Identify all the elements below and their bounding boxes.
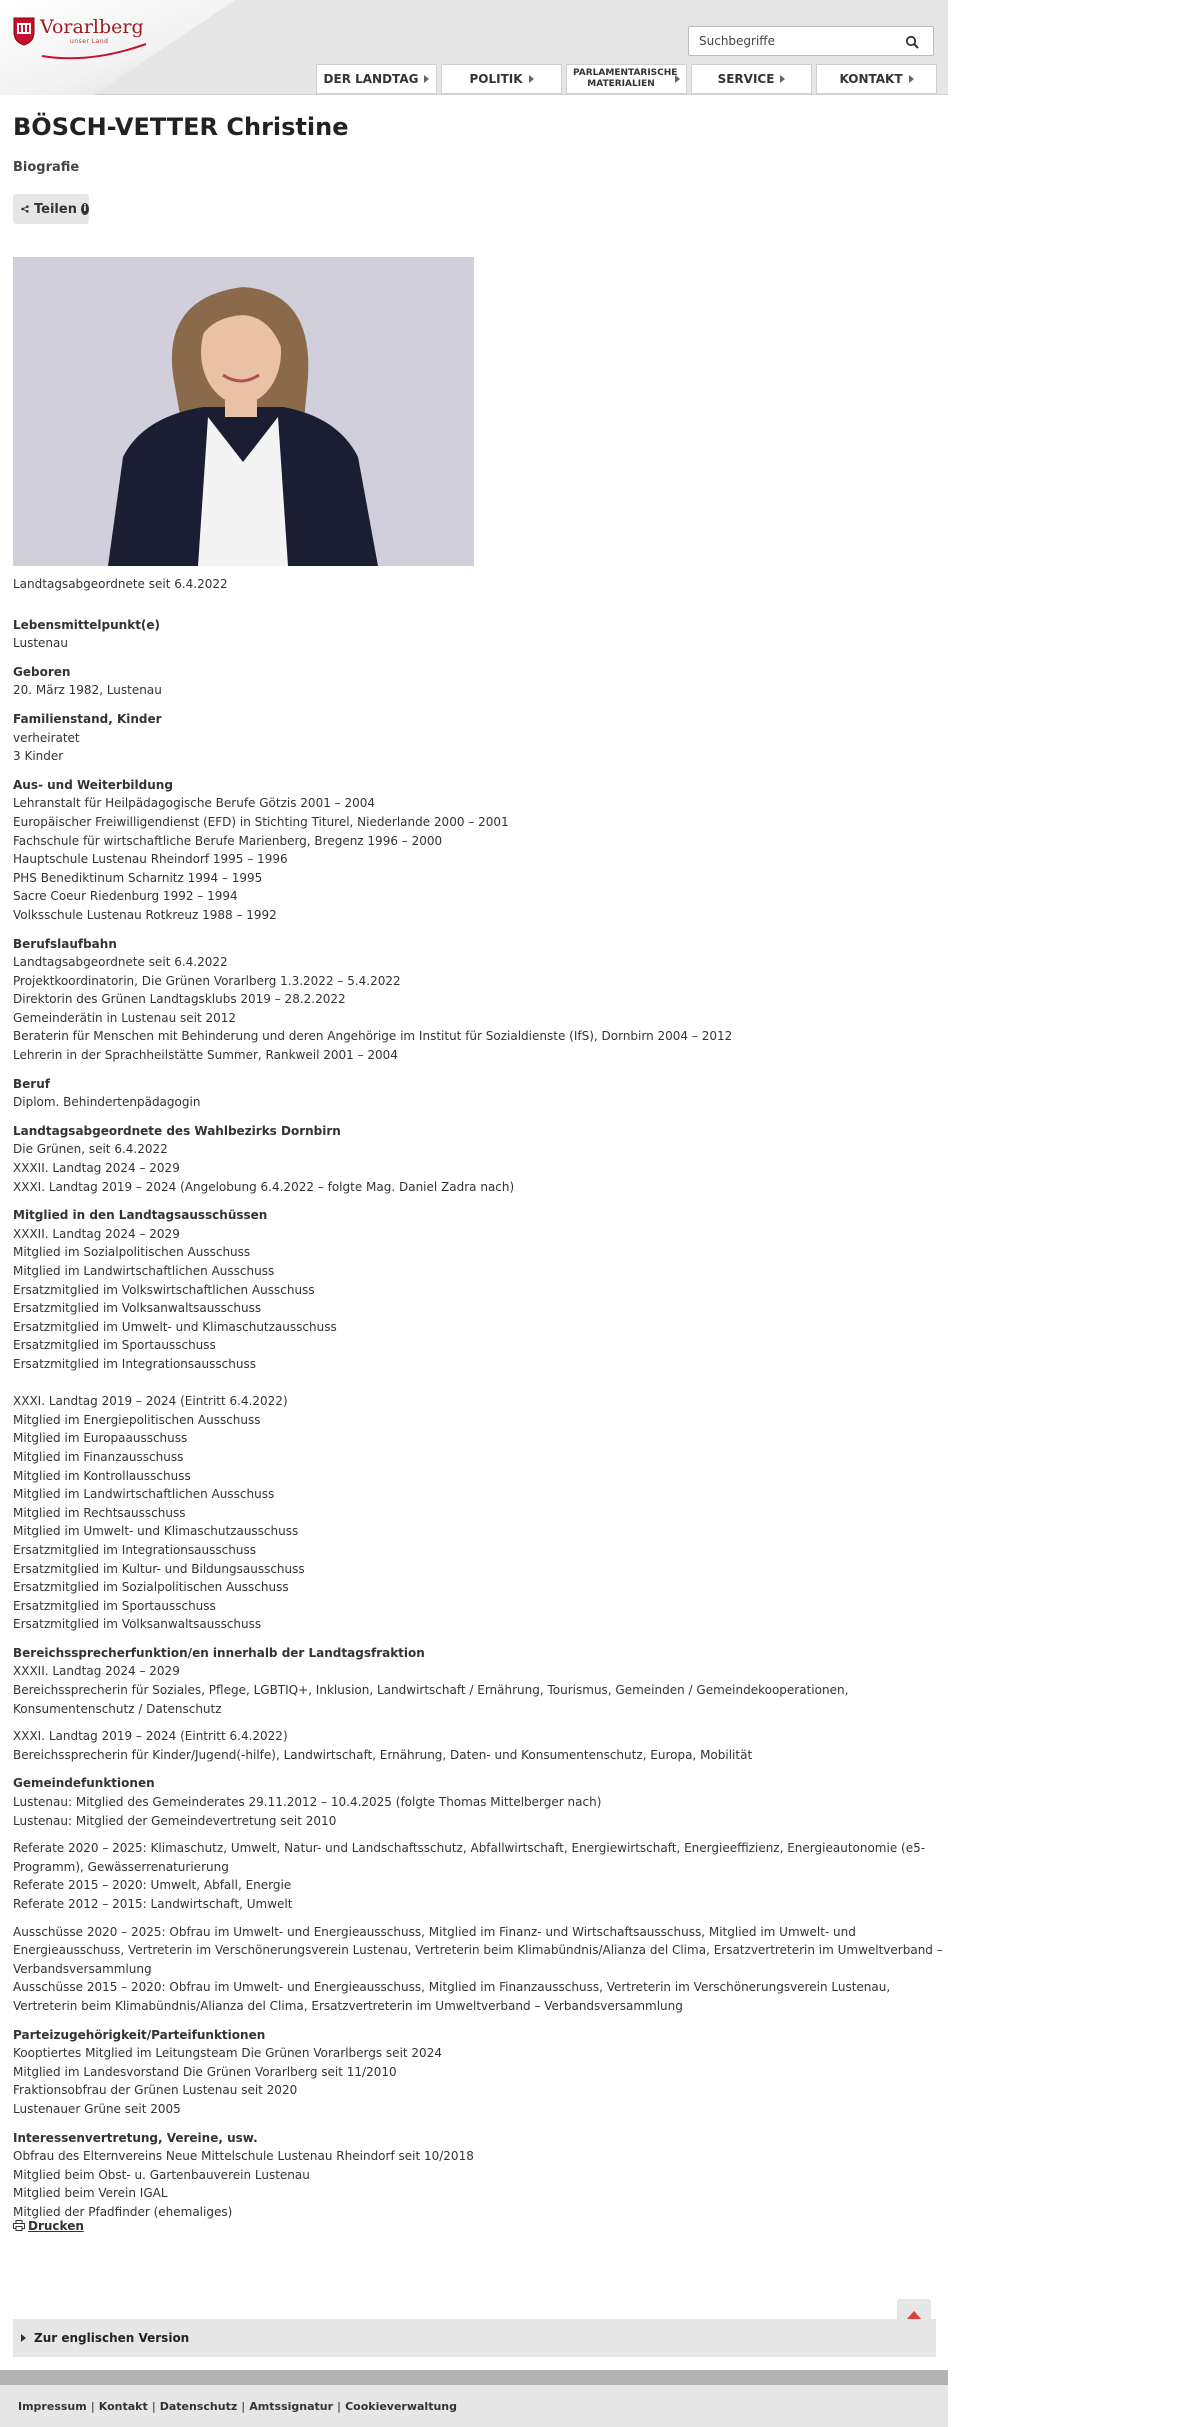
bio-line: Mitglied im Kontrollausschuss: [13, 1468, 191, 1483]
section-heading: Interessenvertretung, Vereine, usw.: [13, 2130, 258, 2145]
section-heading: Lebensmittelpunkt(e): [13, 617, 161, 632]
bio-line: Sacre Coeur Riedenburg 1992 – 1994: [13, 889, 238, 904]
bio-line: Kooptiertes Mitglied im Leitungsteam Die Grünen Vorarlbergs seit 2024: [13, 2046, 442, 2061]
bio-line: XXXII. Landtag 2024 – 2029: [13, 1664, 180, 1679]
coat-of-arms-icon: [12, 16, 36, 46]
english-version-link[interactable]: Zur englischen Version: [13, 2319, 936, 2357]
bio-line: XXXI. Landtag 2019 – 2024 (Eintritt 6.4.2022): [13, 1394, 288, 1409]
section-heading: Beruf: [13, 1076, 50, 1091]
vorarlberg-logo[interactable]: [12, 14, 142, 54]
print-link[interactable]: Drucken: [13, 2219, 84, 2233]
bio-line: Lustenau: Mitglied des Gemeinderates 29.11.2012 – 10.4.2025 (folgte Thomas Mittelberger nach): [13, 1795, 602, 1810]
printer-icon: [13, 2220, 25, 2231]
bio-line: Mitglied beim Verein IGAL: [13, 2186, 168, 2201]
bio-line: Obfrau des Elternvereins Neue Mittelschule Lustenau Rheindorf seit 10/2018: [13, 2149, 474, 2164]
chevron-right-icon: [909, 75, 914, 83]
share-label: Teilen: [34, 201, 77, 217]
bio-line: Ersatzmitglied im Integrationsausschuss: [13, 1356, 256, 1371]
info-icon: i: [81, 203, 89, 215]
search-placeholder: Suchbegriffe: [699, 34, 775, 48]
share-icon: [21, 203, 29, 215]
bio-line: XXXI. Landtag 2019 – 2024 (Angelobung 6.4.2022 – folgte Mag. Daniel Zadra nach): [13, 1179, 515, 1194]
bio-line: Lustenauer Grüne seit 2005: [13, 2101, 181, 2116]
section-heading: Geboren: [13, 664, 71, 679]
bio-line: Referate 2020 – 2025: Klimaschutz, Umwelt, Natur- und Landschaftsschutz, Abfallwirtschaft, Energiewirtschaft, Energieeffizienz, Energieautonomie (e5-Programm), Gewässerrenaturierung: [13, 1841, 926, 1874]
logo-subtext: unser Land: [70, 38, 109, 45]
bio-line: Mitglied der Pfadfinder (ehemaliges): [13, 2204, 233, 2219]
bio-line: Bereichssprecherin für Soziales, Pflege, LGBTIQ+, Inklusion, Landwirtschaft / Ernährung, Tourismus, Gemeinden / Gemeindekooperationen, Konsumentenschutz / Datenschutz: [13, 1683, 849, 1716]
bio-line: Mitglied im Energiepolitischen Ausschuss: [13, 1412, 261, 1427]
bio-line: Direktorin des Grünen Landtagsklubs 2019 – 28.2.2022: [13, 992, 346, 1007]
bio-line: verheiratet: [13, 730, 80, 745]
bio-line: Ersatzmitglied im Umwelt- und Klimaschutzausschuss: [13, 1319, 337, 1334]
search-icon[interactable]: [905, 35, 919, 49]
bio-line: Europäischer Freiwilligendienst (EFD) in Stichting Titurel, Niederlande 2000 – 2001: [13, 814, 509, 829]
section-heading: Parteizugehörigkeit/Parteifunktionen: [13, 2027, 266, 2042]
section-heading: Aus- und Weiterbildung: [13, 777, 173, 792]
bio-line: Ersatzmitglied im Volksanwaltsausschuss: [13, 1301, 262, 1316]
bio-line: Lustenau: [13, 636, 68, 651]
nav-kontakt[interactable]: KONTAKT: [816, 64, 937, 94]
portrait-illustration: [13, 257, 474, 566]
page-subtitle: Biografie: [13, 160, 80, 175]
bio-line: Mitglied im Sozialpolitischen Ausschuss: [13, 1245, 251, 1260]
section-heading: Mitglied in den Landtagsausschüssen: [13, 1208, 268, 1223]
bio-line: Gemeinderätin in Lustenau seit 2012: [13, 1010, 237, 1025]
nav-service[interactable]: SERVICE: [691, 64, 812, 94]
bio-line: Ausschüsse 2015 – 2020: Obfrau im Umwelt- und Energieausschuss, Mitglied im Finanzausschuss, Vertreterin im Verschönerungsverein Lustenau, Vertreterin beim Klimabündnis/Alianza del Clima, Ersatzvertreterin im Umweltverband – Verbandsversammlung: [13, 1980, 891, 2013]
bio-line: Mitglied im Finanzausschuss: [13, 1449, 184, 1464]
nav-politik[interactable]: POLITIK: [441, 64, 562, 94]
bio-line: Beraterin für Menschen mit Behinderung und deren Angehörige im Institut für Sozialdienste (IfS), Dornbirn 2004 – 2012: [13, 1029, 733, 1044]
bio-line: Ersatzmitglied im Volkswirtschaftlichen Ausschuss: [13, 1282, 315, 1297]
footer-link-impressum[interactable]: Impressum: [18, 2399, 87, 2413]
bio-line: Referate 2012 – 2015: Landwirtschaft, Umwelt: [13, 1897, 293, 1911]
bio-line: Projektkoordinatorin, Die Grünen Vorarlberg 1.3.2022 – 5.4.2022: [13, 973, 401, 988]
footer: Impressum | Kontakt | Datenschutz | Amtssignatur | Cookieverwaltung: [0, 2385, 948, 2427]
bio-line: Mitglied im Europaausschuss: [13, 1431, 188, 1446]
bio-line: Mitglied im Umwelt- und Klimaschutzausschuss: [13, 1524, 299, 1539]
bio-line: PHS Benediktinum Scharnitz 1994 – 1995: [13, 870, 263, 885]
bio-line: Mitglied im Landesvorstand Die Grünen Vorarlberg seit 11/2010: [13, 2064, 397, 2079]
nav-der-landtag[interactable]: DER LANDTAG: [316, 64, 437, 94]
bio-line: 3 Kinder: [13, 749, 64, 764]
portrait-photo: [13, 257, 474, 566]
section-heading: Berufslaufbahn: [13, 936, 117, 951]
bio-line: Lustenau: Mitglied der Gemeindevertretung seit 2010: [13, 1813, 337, 1828]
chevron-right-icon: [21, 2334, 26, 2342]
chevron-right-icon: [675, 75, 680, 83]
section-heading: Landtagsabgeordnete des Wahlbezirks Dornbirn: [13, 1123, 341, 1138]
chevron-right-icon: [529, 75, 534, 83]
bio-line: Diplom. Behindertenpädagogin: [13, 1095, 201, 1110]
footer-link-amtssignatur[interactable]: Amtssignatur: [249, 2399, 334, 2413]
bio-line: Mitglied im Landwirtschaftlichen Ausschuss: [13, 1264, 275, 1278]
bio-line: XXXI. Landtag 2019 – 2024 (Eintritt 6.4.2022): [13, 1729, 288, 1744]
search-input[interactable]: [688, 26, 934, 56]
bio-line: Ersatzmitglied im Sozialpolitischen Ausschuss: [13, 1580, 289, 1595]
bio-line: Lehranstalt für Heilpädagogische Berufe Götzis 2001 – 2004: [13, 796, 376, 811]
bio-line: Die Grünen, seit 6.4.2022: [13, 1142, 168, 1157]
bio-line: Ersatzmitglied im Volksanwaltsausschuss: [13, 1617, 262, 1632]
page-title: BÖSCH-VETTER Christine: [13, 113, 349, 141]
logo-swoosh-icon: [40, 42, 148, 60]
logo-text: Vorarlberg: [40, 16, 144, 38]
footer-divider: [0, 2370, 948, 2385]
share-button[interactable]: [13, 194, 89, 224]
bio-line: Landtagsabgeordnete seit 6.4.2022: [13, 955, 228, 970]
bio-line: Volksschule Lustenau Rotkreuz 1988 – 1992: [13, 907, 277, 922]
section-heading: Gemeindefunktionen: [13, 1776, 155, 1791]
bio-line: Fraktionsobfrau der Grünen Lustenau seit 2020: [13, 2083, 298, 2098]
bio-line: Ersatzmitglied im Kultur- und Bildungsausschuss: [13, 1561, 305, 1576]
bio-line: Ersatzmitglied im Sportausschuss: [13, 1598, 216, 1613]
chevron-right-icon: [780, 75, 785, 83]
bio-line: Bereichssprecherin für Kinder/Jugend(-hilfe), Landwirtschaft, Ernährung, Daten- und Konsumentenschutz, Europa, Mobilität: [13, 1747, 753, 1762]
nav-parlamentarische-materialien[interactable]: PARLAMENTARISCHE MATERIALIEN: [566, 64, 687, 94]
bio-line: Mitglied im Rechtsausschuss: [13, 1505, 186, 1520]
bio-line: Mitglied beim Obst- u. Gartenbauverein Lustenau: [13, 2167, 310, 2182]
chevron-right-icon: [424, 75, 429, 83]
bio-line: Referate 2015 – 2020: Umwelt, Abfall, Energie: [13, 1878, 292, 1893]
footer-link-kontakt[interactable]: Kontakt: [98, 2399, 148, 2413]
bio-line: 20. März 1982, Lustenau: [13, 683, 162, 698]
bio-line: Hauptschule Lustenau Rheindorf 1995 – 1996: [13, 852, 288, 867]
bio-line: XXXII. Landtag 2024 – 2029: [13, 1226, 180, 1241]
footer-link-datenschutz[interactable]: Datenschutz: [159, 2399, 238, 2413]
section-heading: Familienstand, Kinder: [13, 711, 162, 726]
biography: [13, 575, 943, 2222]
footer-link-cookieverwaltung[interactable]: Cookieverwaltung: [345, 2399, 458, 2413]
bio-line: Ersatzmitglied im Sportausschuss: [13, 1338, 216, 1353]
bio-line: Ausschüsse 2020 – 2025: Obfrau im Umwelt- und Energieausschuss, Mitglied im Finanz- und Wirtschaftsausschuss, Mitglied im Umwelt- und Energieausschuss, Vertreterin im Verschönerungsverein Lustenau, Vertreterin beim Klimabündnis/Alianza del Clima, Ersatzvertreterin im Umweltverband – Verbandsversammlung: [13, 1924, 943, 1976]
intro-text: Landtagsabgeordnete seit 6.4.2022: [13, 577, 228, 591]
bio-line: Lehrerin in der Sprachheilstätte Summer, Rankweil 2001 – 2004: [13, 1048, 398, 1063]
bio-line: XXXII. Landtag 2024 – 2029: [13, 1161, 180, 1176]
section-heading: Bereichssprecherfunktion/en innerhalb der Landtagsfraktion: [13, 1645, 425, 1660]
bio-line: Mitglied im Landwirtschaftlichen Ausschuss: [13, 1487, 275, 1502]
bio-line: Fachschule für wirtschaftliche Berufe Marienberg, Bregenz 1996 – 2000: [13, 833, 443, 848]
bio-line: Ersatzmitglied im Integrationsausschuss: [13, 1542, 256, 1557]
